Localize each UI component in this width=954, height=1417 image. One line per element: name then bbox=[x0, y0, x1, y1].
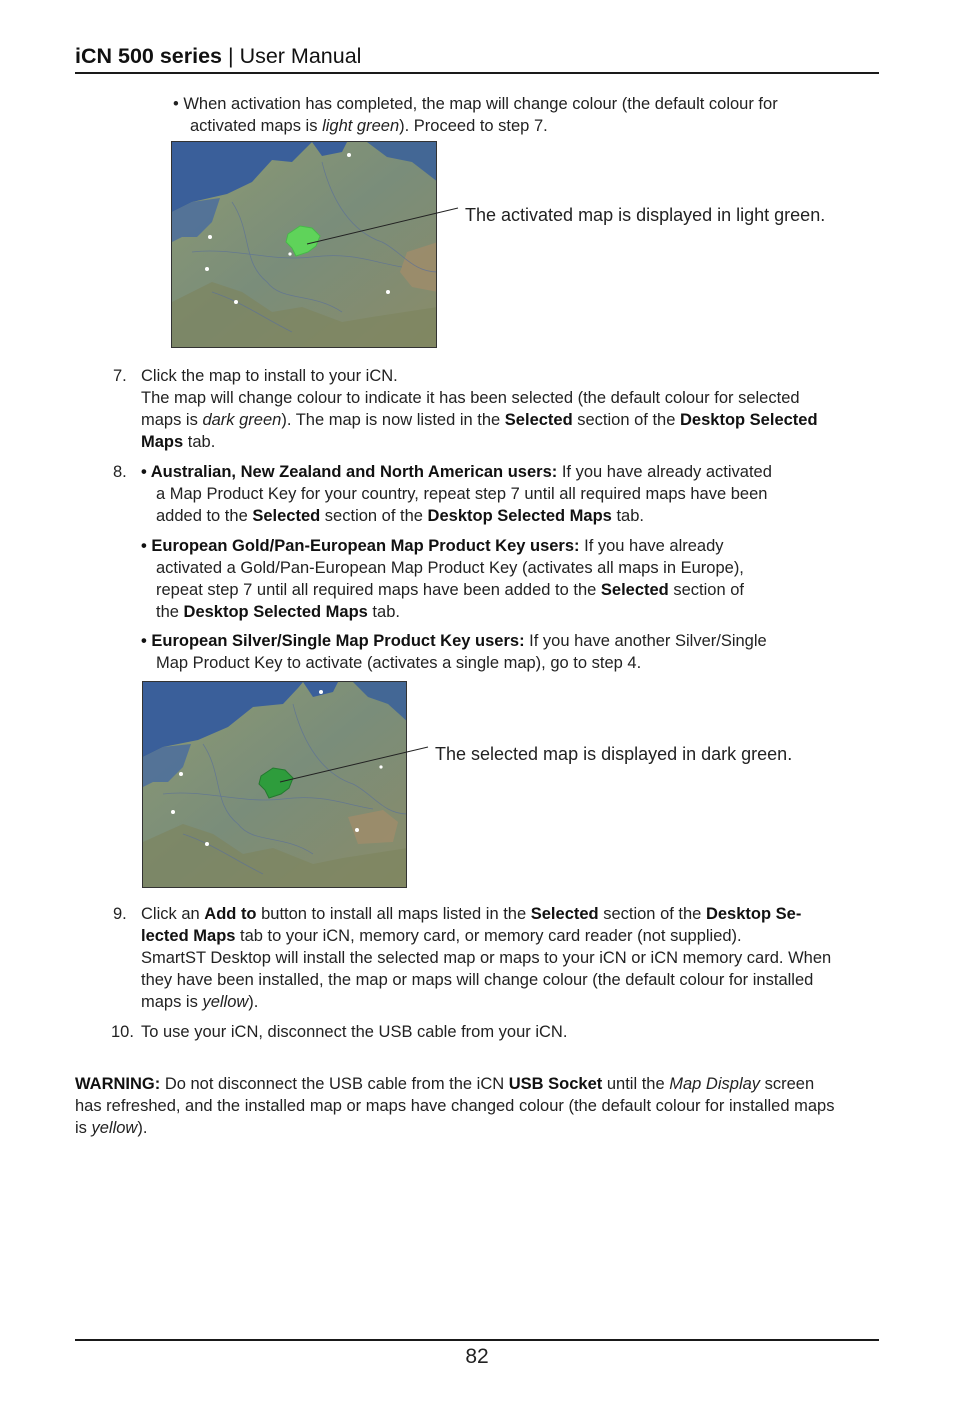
step-8-b1-text-3c: tab. bbox=[611, 507, 644, 525]
map-image-activated bbox=[172, 142, 437, 348]
step-9-line-2 bbox=[141, 925, 883, 947]
warning-line-3 bbox=[75, 1117, 881, 1139]
step-7-number: 7. bbox=[113, 367, 127, 385]
step-8-b2-text-2: activated a Gold/Pan-European Map Product Key (activates all maps in Europe), bbox=[156, 559, 744, 577]
step-9-text-5b: ). bbox=[248, 993, 259, 1011]
step-8-b2-bold-selected: Selected bbox=[600, 581, 669, 599]
step-9-text-1c: section of the bbox=[598, 905, 706, 923]
warning-emphasis-map-display: Map Display bbox=[669, 1075, 761, 1093]
step-7 bbox=[113, 365, 873, 453]
step-7-text-3b: ). The map is now listed in the bbox=[281, 411, 505, 429]
step-9-bold-desktop: Desktop Se- bbox=[705, 905, 802, 923]
step-8-b2-line-1 bbox=[141, 535, 873, 557]
step-10 bbox=[111, 1021, 881, 1043]
header-separator: | bbox=[222, 44, 240, 68]
step-8-b2-line-2 bbox=[141, 557, 873, 579]
step-8-b2-text-4b: tab. bbox=[367, 603, 400, 621]
warning-text-2: has refreshed, and the installed map or maps have changed colour (the default colour for installed maps bbox=[75, 1097, 835, 1115]
step-9 bbox=[113, 903, 883, 1013]
step-10-body bbox=[141, 1021, 881, 1043]
warning-text-1c: screen bbox=[760, 1075, 815, 1093]
step-9-line-1 bbox=[141, 903, 883, 925]
step-10-text: To use your iCN, disconnect the USB cable from your iCN. bbox=[141, 1023, 568, 1041]
step-8-b1-line-3 bbox=[141, 505, 873, 527]
step-7-text-3a: maps is bbox=[141, 411, 203, 429]
step-9-line-3 bbox=[141, 947, 883, 969]
step-9-line-5 bbox=[141, 991, 883, 1013]
step-8-b2-line-4 bbox=[141, 601, 873, 623]
step-9-number: 9. bbox=[113, 905, 127, 923]
step-8-b2-text-1: If you have already bbox=[579, 537, 724, 555]
bullet-mark: • bbox=[141, 463, 151, 481]
warning-label: WARNING: bbox=[75, 1075, 161, 1093]
step-8-b2-bold-desktop: Desktop Selected Maps bbox=[183, 603, 368, 621]
warning-bold-usb: USB Socket bbox=[508, 1075, 603, 1093]
intro-text-2a: activated maps is bbox=[190, 117, 323, 135]
header-doc-title: User Manual bbox=[239, 44, 362, 68]
step-8-body bbox=[141, 461, 873, 674]
step-7-text-2: The map will change colour to indicate it has been selected (the default colour for selected bbox=[141, 389, 800, 407]
warning-text-3a: is bbox=[75, 1119, 92, 1137]
step-9-line-4 bbox=[141, 969, 883, 991]
step-8-b2-line-3 bbox=[141, 579, 873, 601]
warning-text-1a: Do not disconnect the USB cable from the iCN bbox=[160, 1075, 509, 1093]
intro-bullet bbox=[173, 93, 873, 137]
step-8-b2-label: European Gold/Pan-European Map Product Key users: bbox=[151, 537, 580, 555]
step-8-b1-text-3b: section of the bbox=[320, 507, 428, 525]
header-product: iCN 500 series bbox=[75, 44, 223, 68]
step-7-line-1 bbox=[141, 365, 873, 387]
step-8-b1-line-2 bbox=[141, 483, 873, 505]
step-7-bold-maps: Maps bbox=[141, 433, 184, 451]
header-title bbox=[75, 42, 361, 70]
step-8-b1-text-1: If you have already activated bbox=[557, 463, 772, 481]
step-8-b2-text-3a: repeat step 7 until all required maps have been added to the bbox=[156, 581, 601, 599]
warning-text-1b: until the bbox=[602, 1075, 670, 1093]
bullet-mark: • bbox=[141, 632, 152, 650]
step-8-b3-label: European Silver/Single Map Product Key users: bbox=[151, 632, 525, 650]
step-8-b1-label: Australian, New Zealand and North American users: bbox=[150, 463, 558, 481]
step-7-text-4: tab. bbox=[183, 433, 216, 451]
figure1-caption: The activated map is displayed in light green. bbox=[465, 205, 826, 225]
step-9-bold-selected: Selected bbox=[530, 905, 599, 923]
step-9-text-5a: maps is bbox=[141, 993, 203, 1011]
step-8-b2-text-3b: section of bbox=[668, 581, 744, 599]
step-9-text-2: tab to your iCN, memory card, or memory card reader (not supplied). bbox=[235, 927, 742, 945]
step-9-text-4: they have been installed, the map or maps will change colour (the default colour for installed bbox=[141, 971, 814, 989]
step-8-b1-text-3a: added to the bbox=[156, 507, 253, 525]
step-8-bullet-2 bbox=[141, 535, 873, 623]
step-8-b3-line-1 bbox=[141, 630, 873, 652]
intro-emphasis: light green bbox=[322, 117, 400, 135]
footer-rule bbox=[75, 1339, 879, 1341]
step-9-bold-add-to: Add to bbox=[204, 905, 257, 923]
intro-line-1 bbox=[173, 93, 873, 115]
intro-line-2 bbox=[173, 115, 873, 137]
step-9-text-3: SmartST Desktop will install the selected map or maps to your iCN or iCN memory card. When bbox=[141, 949, 832, 967]
warning-block bbox=[75, 1073, 881, 1139]
step-8 bbox=[113, 461, 873, 674]
step-7-line-4 bbox=[141, 431, 873, 453]
step-10-line-1 bbox=[141, 1021, 881, 1043]
map-figure-selected bbox=[142, 681, 407, 888]
step-8-b3-text-1: If you have another Silver/Single bbox=[524, 632, 767, 650]
step-8-b1-bold-selected: Selected bbox=[252, 507, 321, 525]
intro-text-1: • When activation has completed, the map will change colour (the default colour for bbox=[173, 95, 778, 113]
step-9-text-1b: button to install all maps listed in the bbox=[256, 905, 531, 923]
step-8-number: 8. bbox=[113, 463, 127, 481]
step-8-b1-line-1 bbox=[141, 461, 873, 483]
step-8-bullet-3 bbox=[141, 630, 873, 674]
figure2-caption: The selected map is displayed in dark green. bbox=[435, 744, 793, 764]
page-header bbox=[75, 42, 879, 74]
step-8-b1-text-2: a Map Product Key for your country, repeat step 7 until all required maps have been bbox=[156, 485, 768, 503]
step-9-body bbox=[141, 903, 883, 1013]
map-image-selected bbox=[143, 682, 407, 888]
step-7-text-3c: section of the bbox=[572, 411, 680, 429]
step-7-line-3 bbox=[141, 409, 873, 431]
step-7-bold-selected: Selected bbox=[504, 411, 573, 429]
warning-line-2 bbox=[75, 1095, 881, 1117]
warning-text-3b: ). bbox=[137, 1119, 148, 1137]
warning-emphasis-yellow: yellow bbox=[91, 1119, 138, 1137]
step-7-line-2 bbox=[141, 387, 873, 409]
step-8-bullet-1 bbox=[141, 461, 873, 527]
step-8-b2-text-4a: the bbox=[156, 603, 184, 621]
step-9-text-1a: Click an bbox=[141, 905, 205, 923]
bullet-mark: • bbox=[141, 537, 152, 555]
map-figure-activated bbox=[171, 141, 437, 348]
step-8-b3-line-2 bbox=[141, 652, 873, 674]
step-7-body bbox=[141, 365, 873, 453]
step-7-text-1: Click the map to install to your iCN. bbox=[141, 367, 398, 385]
step-7-bold-desktop: Desktop Selected bbox=[680, 411, 818, 429]
intro-text-2b: ). Proceed to step 7. bbox=[399, 117, 548, 135]
step-8-b3-text-2: Map Product Key to activate (activates a single map), go to step 4. bbox=[156, 654, 642, 672]
warning-line-1 bbox=[75, 1073, 881, 1095]
step-9-bold-lected-maps: lected Maps bbox=[141, 927, 236, 945]
step-7-emphasis: dark green bbox=[202, 411, 282, 429]
step-9-emphasis: yellow bbox=[202, 993, 249, 1011]
page-number: 82 bbox=[465, 1345, 489, 1368]
step-8-b1-bold-desktop: Desktop Selected Maps bbox=[427, 507, 612, 525]
step-10-number: 10. bbox=[111, 1023, 134, 1041]
